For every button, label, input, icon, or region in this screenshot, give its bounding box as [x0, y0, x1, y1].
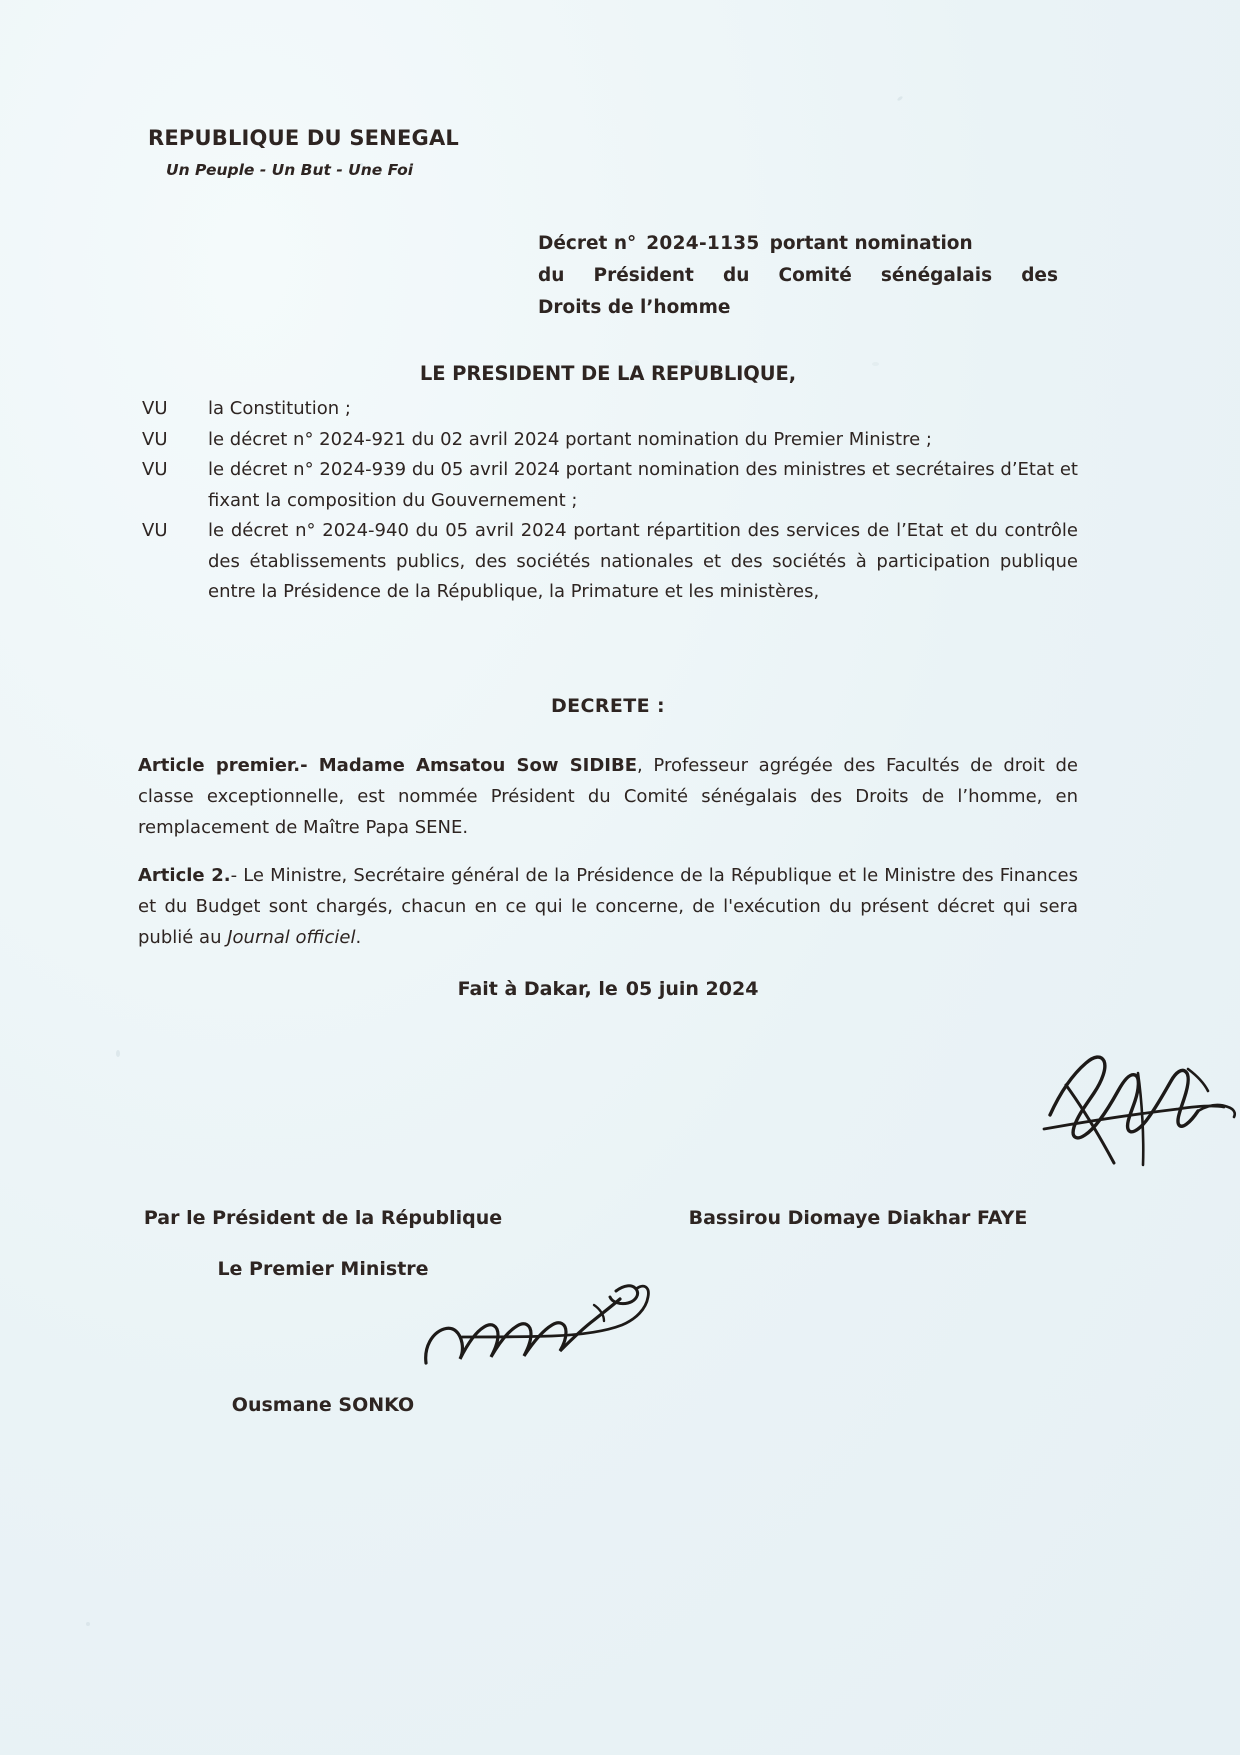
prime-minister-title: Le Premier Ministre [217, 1258, 429, 1280]
article-premier-lead: Article premier.- Madame Amsatou Sow SIDIBE [138, 755, 638, 776]
countersign-label: Par le Président de la République [143, 1207, 503, 1229]
vu-clause-row [138, 394, 1078, 425]
president-signature-mark [1038, 1045, 1240, 1175]
decree-title-block [538, 228, 1058, 324]
article-premier [138, 750, 1078, 843]
vu-text: la Constitution ; [208, 398, 351, 419]
article-deux [138, 860, 1078, 953]
vu-tag: VU [142, 398, 168, 419]
scan-speck [897, 96, 904, 102]
vu-text: le décret n° 2024-921 du 02 avril 2024 portant nomination du Premier Ministre ; [208, 428, 932, 450]
vu-tag: VU [142, 428, 168, 450]
journal-officiel-reference: Journal officiel [227, 927, 356, 948]
article-deux-body-b: . [355, 927, 362, 948]
place-and-date [138, 978, 1078, 1000]
page-title: REPUBLIQUE DU SENEGAL [148, 126, 459, 150]
vu-text: le décret n° 2024-940 du 05 avril 2024 portant répartition des services de l’Etat et du contrôle des établissements publics, des sociétés nationales et des sociétés à participation publique entre la Présidence de la République, la Primature et les ministères, [208, 520, 1078, 602]
decrete-heading: DECRETE : [550, 695, 666, 717]
place-date-prefix: Fait à Dakar, le [457, 978, 618, 1000]
scan-speck [116, 1050, 120, 1057]
vu-tag: VU [142, 520, 168, 541]
vu-clause-list [138, 394, 1078, 608]
vu-clause-row [138, 455, 1078, 516]
prime-minister-signature-mark [418, 1275, 658, 1385]
prime-minister-name: Ousmane SONKO [231, 1394, 415, 1416]
decree-subject-part1: portant nomination [769, 233, 973, 254]
article-deux-lead: Article 2. [138, 865, 231, 886]
vu-clause-row [138, 516, 1078, 608]
article-premier-body: , Professeur agrégée des Facultés de droit de classe exceptionnelle, est nommée Président du Comité sénégalais des Droits de l’homme, en remplacement de Maître Papa SENE. [138, 755, 1078, 838]
decree-number: 2024-1135 [646, 233, 760, 254]
national-motto: Un Peuple - Un But - Une Foi [166, 161, 414, 179]
decree-label: Décret n° [538, 233, 637, 254]
vu-text: le décret n° 2024-939 du 05 avril 2024 portant nomination des ministres et secrétaires d’Etat et fixant la composition du Gouvernement ; [208, 459, 1078, 511]
vu-tag: VU [142, 459, 168, 480]
president-signature-name: Bassirou Diomaye Diakhar FAYE [688, 1207, 1028, 1229]
decree-subject-line3: Droits de l’homme [538, 297, 731, 318]
decree-date: 05 juin 2024 [625, 978, 759, 1000]
vu-clause-row [138, 425, 1078, 456]
scan-speck [86, 1622, 90, 1626]
decree-subject-line2: du Président du Comité sénégalais des [538, 265, 1058, 286]
article-deux-body-a: - Le Ministre, Secrétaire général de la Présidence de la République et le Ministre des Finances et du Budget sont chargés, chacun en ce qui le concerne, de l'exécution du présent décret qui sera publié au [138, 865, 1078, 948]
authority-heading: LE PRESIDENT DE LA REPUBLIQUE, [419, 362, 797, 385]
